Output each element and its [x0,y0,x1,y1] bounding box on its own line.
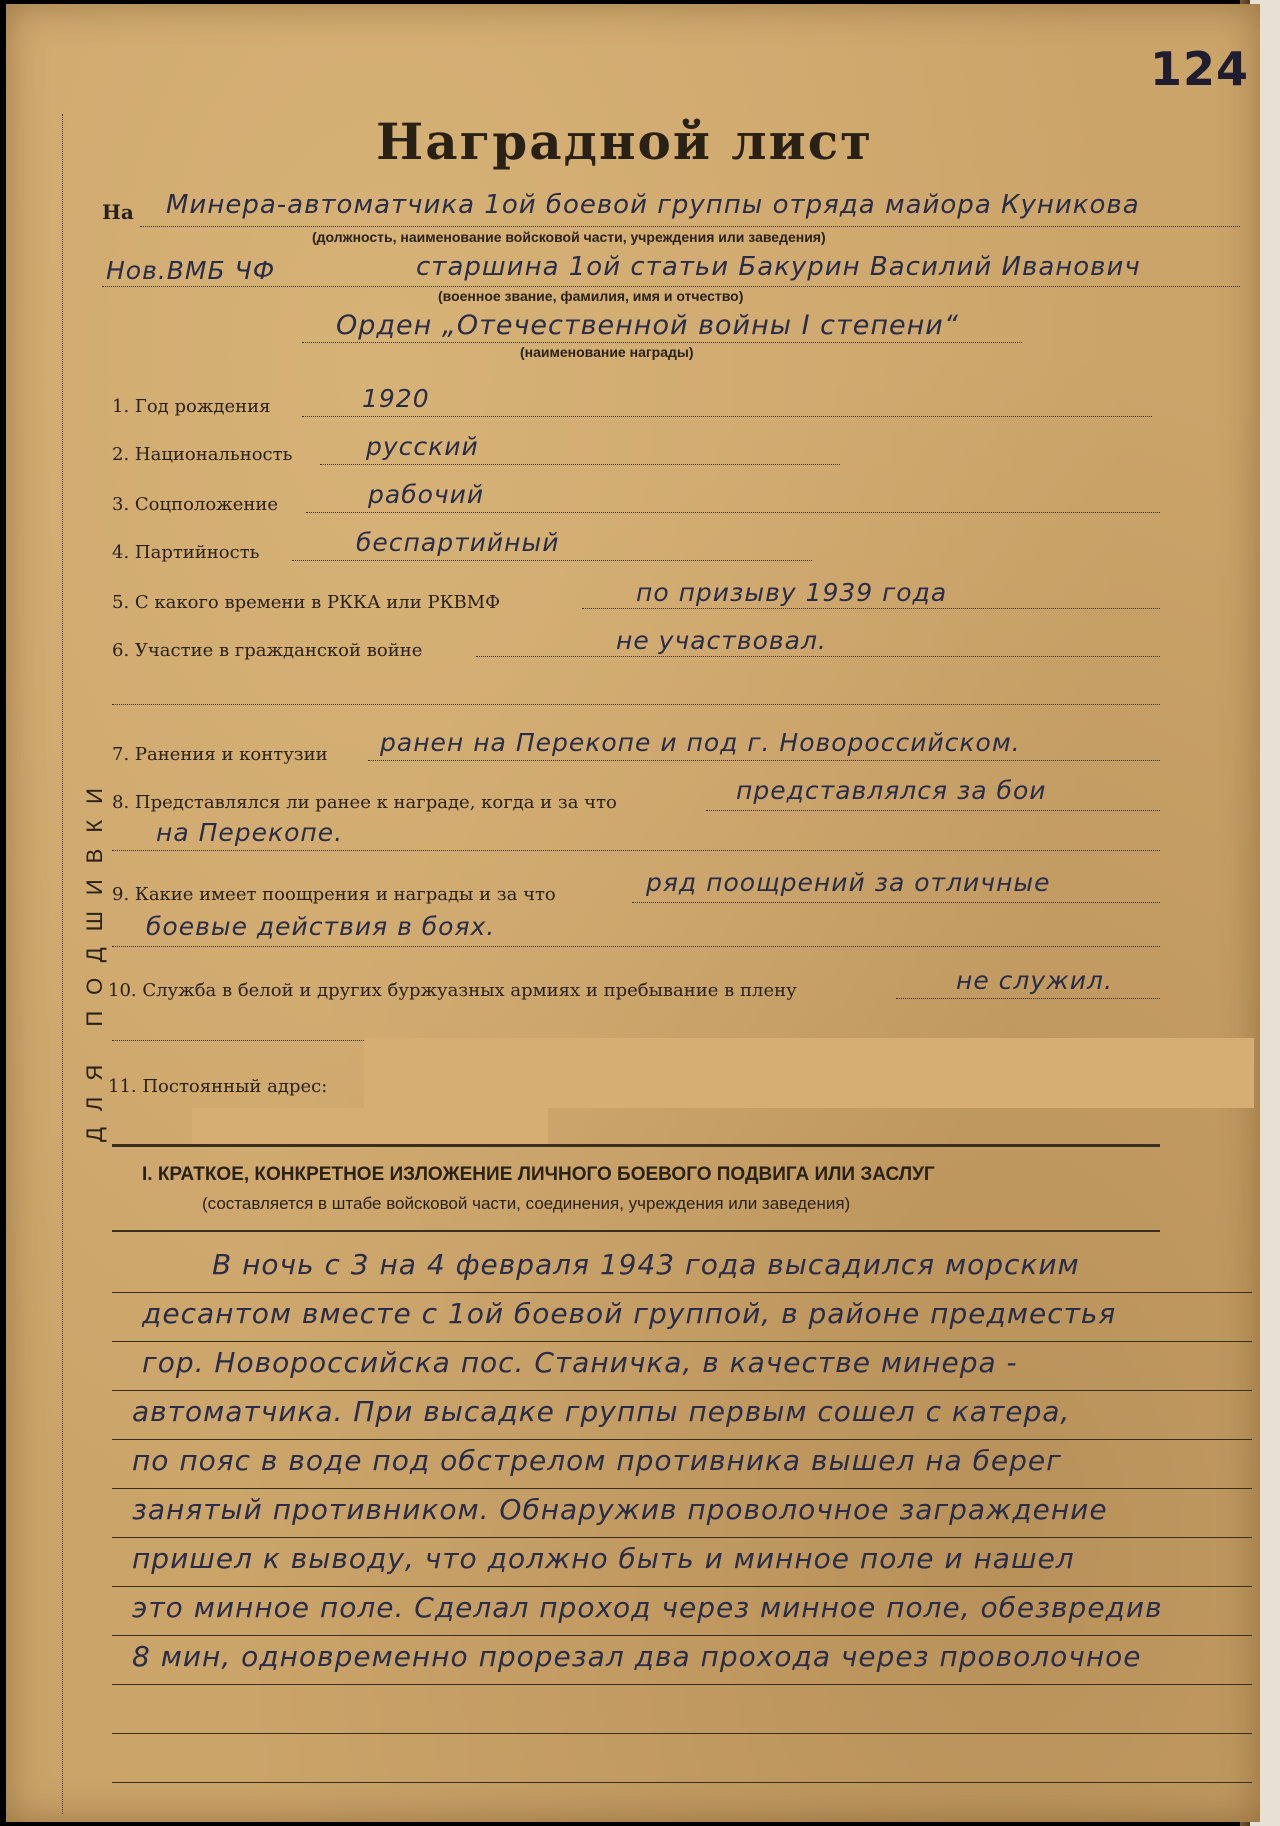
field-nationality-label: 2. Национальность [112,444,293,465]
section-divider [112,1144,1160,1147]
narrative-line: десантом вместе с 1ой боевой группой, в районе предместья [112,1293,1252,1342]
field-previous-awards-value: представлялся за бои [736,776,1047,805]
name-value: старшина 1ой статьи Бакурин Василий Иванович [416,252,1141,282]
field-service-start-value: по призыву 1939 года [636,578,948,607]
award-sheet-paper [6,4,1260,1822]
section-title: I. КРАТКОЕ, КОНКРЕТНОЕ ИЗЛОЖЕНИЕ ЛИЧНОГО БОЕВОГО ПОДВИГА ИЛИ ЗАСЛУГ [142,1164,935,1185]
field-social-status-rule [306,512,1160,513]
position-caption: (должность, наименование войсковой части, учреждения или заведения) [312,229,826,245]
narrative [112,1244,1252,1783]
field-social-status-label: 3. Соцположение [112,494,279,515]
field-white-army-value: не служил. [956,966,1113,995]
unit-value: Нов.ВМБ ЧФ [106,256,276,285]
field-previous-awards-rule-2 [112,850,1160,851]
narrative-line: В ночь с 3 на 4 февраля 1943 года высадился морским [112,1244,1252,1293]
na-label: На [102,200,134,224]
narrative-line [112,1734,1252,1783]
field-service-start-label: 5. С какого времени в РККА или РКВМФ [112,592,501,613]
narrative-line: автоматчика. При высадке группы первым сошел с катера, [112,1391,1252,1440]
field-party-rule [292,560,812,561]
name-caption: (военное звание, фамилия, имя и отчество) [438,288,744,304]
field-social-status-value: рабочий [368,480,485,509]
narrative-line [112,1685,1252,1734]
award-rule [302,342,1022,343]
field-commendations-value-2: боевые действия в боях. [146,912,496,941]
field-birth-year-value: 1920 [362,384,430,413]
field-birth-year-rule [302,416,1152,417]
narrative-line: 8 мин, одновременно прорезал два прохода через проволочное [112,1636,1252,1685]
field-nationality-value: русский [366,432,479,461]
page-number: 124 [1150,42,1250,96]
field-white-army-rule [896,998,1160,999]
section-subtitle: (составляется в штабе войсковой части, соединения, учреждения или заведения) [202,1194,851,1213]
field-wounds-value: ранен на Перекопе и под г. Новороссийском. [380,728,1021,757]
field-civil-war-rule [476,656,1160,657]
field-previous-awards-label: 8. Представлялся ли ранее к награде, когда и за что [112,792,617,813]
field-civil-war-rule-2 [112,704,1160,705]
field-commendations-rule-2 [112,946,1160,947]
position-value: Минера-автоматчика 1ой боевой группы отряда майора Куникова [166,190,1140,220]
narrative-line: занятый противником. Обнаружив проволочное заграждение [112,1489,1252,1538]
field-white-army-label: 10. Служба в белой и других буржуазных армиях и пребывание в плену [108,980,797,1001]
field-party-value: беспартийный [356,528,560,557]
field-wounds-label: 7. Ранения и контузии [112,744,328,765]
page-title: Наградной лист [376,112,874,171]
address-redaction [364,1038,1254,1108]
narrative-line: по пояс в воде под обстрелом противника вышел на берег [112,1440,1252,1489]
field-previous-awards-value-2: на Перекопе. [156,818,344,847]
field-previous-awards-rule [706,810,1160,811]
field-commendations-value: ряд поощрений за отличные [646,868,1051,897]
position-rule [140,226,1240,227]
narrative-line: пришел к выводу, что должно быть и минное поле и нашел [112,1538,1252,1587]
field-party-label: 4. Партийность [112,542,260,563]
field-civil-war-label: 6. Участие в гражданской войне [112,640,423,661]
field-birth-year-label: 1. Год рождения [112,396,271,417]
field-commendations-rule [632,902,1160,903]
section-subtitle-rule [112,1230,1160,1232]
field-address-label: 11. Постоянный адрес: [108,1076,328,1097]
narrative-line: это минное поле. Сделал проход через минное поле, обезвредив [112,1587,1252,1636]
award-caption: (наименование награды) [520,344,694,360]
award-value: Орден „Отечественной войны I степени“ [336,310,959,341]
binding-margin-label: ДЛЯ ПОДШИВКИ [81,772,107,1142]
address-redaction-2 [192,1108,548,1144]
field-commendations-label: 9. Какие имеет поощрения и награды и за что [112,884,556,905]
field-civil-war-value: не участвовал. [616,626,827,655]
narrative-line: гор. Новороссийска пос. Станичка, в качестве минера - [112,1342,1252,1391]
field-service-start-rule [582,608,1160,609]
binding-margin-rule [62,114,63,1814]
field-nationality-rule [320,464,840,465]
name-rule [102,286,1240,287]
field-wounds-rule [368,760,1160,761]
